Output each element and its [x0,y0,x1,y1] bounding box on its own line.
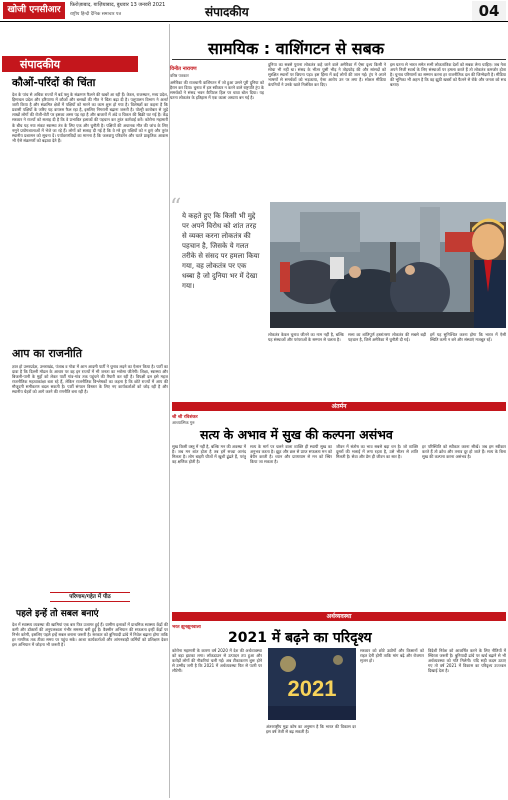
page-section-title: संपादकीय [205,5,249,19]
article2-col1: सुख किसी वस्तु में नहीं है, बल्कि मन की अवस्था में है। जब मन शांत होता है तब हमें सच्चा आनंद मिलता है। लोग बाहरी चीजों में खुशी ढूंढते हैं, परंतु वह क्षणिक होती है। [172,444,246,465]
article3-byline: भरत झुनझुनवाला [172,625,201,630]
main-body-col6: हमें यह सुनिश्चित करना होगा कि भारत में ऐसी स्थिति कभी न बने और संस्थाएं मजबूत रहें। [430,332,506,343]
editorial-headline: कौओं-परिंदों की चिंता [12,77,96,89]
page-number: 04 [472,1,506,21]
editorial-body: देश के पांच से अधिक राज्यों में बर्ड फ्लू के संक्रमण फैलने की खबरें आ रही हैं। केरल, राजस्थान, मध्य प्रदेश, हिमाचल प्रदेश और हरियाणा में कौओं और बत्तखों की मौत ने चिंता बढ़ा दी है। पशुपालन विभाग ने अलर्ट जारी किया है और संक्रमित क्षेत्रों में पक्षियों को मारने का काम शुरू हो गया है। विशेषज्ञों का कहना है कि प्रवासी पक्षियों के जरिए यह वायरस फैल रहा है, इसलिए निगरानी बढ़ाना जरूरी है। पोल्ट्री कारोबार से जुड़े लाखों लोगों की रोजी-रोटी पर इसका असर पड़ रहा है और बाजारों में अंडे व चिकन की बिक्री घट गई है। केंद्र सरकार ने राज्यों को सलाह दी है कि वे प्रभावित इलाकों की पहचान कर तुरंत कार्रवाई करें। कोरोना महामारी के बीच यह नया संकट स्वास्थ्य तंत्र के लिए एक और चुनौती है। पक्षियों की अचानक मौत की जांच के लिए नमूने प्रयोगशालाओं में भेजे जा रहे हैं। लोगों को सलाह दी गई है कि वे मरे हुए पक्षियों को न छुएं और तुरंत स्थानीय प्रशासन को सूचना दें। पर्यावरणविदों का मानना है कि जलवायु परिवर्तन और घटते प्राकृतिक आवास भी ऐसे संक्रमणों को बढ़ावा देते हैं। [12,92,168,143]
pull-quote-text: ये कहते हुए कि किसी भी मुद्दे पर अपने विरोध को शांत तरह से व्यक्त करना लोकतंत्र की पहचान है, जिसके ये गलत तरीके से संसद पर हमला किया गया, वह लोकतंत्र पर एक धब्बा है जो दुनिया भर में देखा गया। [182,212,260,290]
newspaper-logo: खोजी एनसीआर [3,2,65,19]
article2-col3: जीवन में संतोष का भाव सबसे बड़ा धन है। जो व्यक्ति दूसरों की भलाई में लगा रहता है, उसे भीतर से शांति मिलती है। सेवा और प्रेम ही जीवन का सार है। [336,444,418,460]
main-body-col4: लोकतंत्र केवल चुनाव जीतने का नाम नहीं है, बल्कि यह संस्थाओं और परंपराओं के सम्मान से चलता है। [268,332,344,343]
section3-body: देश में स्वास्थ्य व्यवस्था की खामियां एक बार फिर उजागर हुई हैं। ग्रामीण इलाकों में प्राथमिक स्वास्थ्य केंद्रों की कमी और डॉक्टरों की अनुपलब्धता गंभीर समस्या बनी हुई है। वैक्सीन अभियान की सफलता इन्हीं केंद्रों पर निर्भर करेगी, इसलिए पहले इन्हें सबल बनाना जरूरी है। सरकार को बुनियादी ढांचे में निवेश बढ़ाना होगा ताकि हर नागरिक तक टीका समय पर पहुंच सके। आशा कार्यकर्ताओं और आंगनबाड़ी कर्मियों को प्रशिक्षण देकर इस अभियान में जोड़ना भी जरूरी है। [12,622,168,648]
main-body-col2: दुनिया का सबसे पुराना लोकतंत्र कहे जाने वाले अमेरिका में ऐसा दृश्य किसी ने सोचा भी नहीं था। संसद के भीतर घुसी भीड़ ने तोड़फोड़ की और सांसदों को सुरक्षित स्थानों पर छिपना पड़ा। इस हिंसा में कई लोगों की जान गई। ट्रंप ने अपने भाषणों से समर्थकों को भड़काया, ऐसा आरोप उन पर लगा है। सोशल मीडिया कंपनियों ने उनके खाते निलंबित कर दिए। [268,62,386,88]
capitol-crowd-photo [270,202,506,328]
article3-col2: अंतरराष्ट्रीय मुद्रा कोष का अनुमान है कि भारत की विकास दर इस वर्ष तेजी से बढ़ सकती है। [266,724,356,735]
left-column [2,24,170,798]
crowd-photo-illustration [270,202,506,328]
edition-tagline: राष्ट्रीय हिन्दी दैनिक समाचार पत्र [70,12,121,17]
section-band-antarman: अंतर्मन [172,402,506,411]
article2-headline: सत्य के अभाव में सुख की कल्पना असंभव [200,427,393,442]
pull-quote [170,195,266,399]
main-byline: विनीत नारायण [170,66,197,72]
masthead [0,0,508,22]
main-byline-role: वरिष्ठ पत्रकार [170,73,189,78]
section2-headline: आप का राजनीति [12,347,83,360]
section2-body: ज्ञात हो उत्तरप्रदेश, उत्तराखंड, पंजाब व गोवा में आम आदमी पार्टी ने चुनाव लड़ने का ऐलान किया है। पार्टी का दावा है कि दिल्ली मॉडल के आधार पर वह इन राज्यों में भी जनता का भरोसा जीतेगी। शिक्षा, स्वास्थ्य और बिजली-पानी के मुद्दों को लेकर पार्टी गांव-गांव तक पहुंचने की तैयारी कर रही है। विपक्षी दल इसे महज राजनीतिक महत्वाकांक्षा बता रहे हैं, लेकिन राजनीतिक विश्लेषकों का कहना है कि छोटे राज्यों में आप की मौजूदगी समीकरण बदल सकती है। पार्टी संगठन विस्तार के लिए नए कार्यकर्ताओं को जोड़ रही है और स्थानीय चेहरों को आगे करने की रणनीति बना रही है। [12,364,168,395]
article3-col3: सरकार को छोटे उद्योगों और किसानों को राहत देनी होगी ताकि मांग बढ़े और रोजगार सृजन हो। [360,648,424,664]
main-body-col1: अमेरिका की राजधानी वाशिंगटन में जो हुआ उसने पूरी दुनिया को हैरान कर दिया। चुनाव में हार स्वीकार न करने वाले राष्ट्रपति ट्रंप के समर्थकों ने संसद भवन कैपिटल हिल पर धावा बोल दिया। यह घटना लोकतंत्र के इतिहास में एक काला अध्याय बन गई है। [170,80,264,101]
year-2021-image [268,648,356,720]
article2-byline: श्री श्री रविशंकर [172,415,198,420]
section-band-economy: अर्थव्यवस्था [172,612,506,621]
main-body-col5: सत्ता का शांतिपूर्ण हस्तांतरण लोकतंत्र की सबसे बड़ी पहचान है, जिसे अमेरिका में चुनौती दी गई। [348,332,426,343]
year-2021-text: 2021 [287,676,337,701]
section3-headline: पहले इन्हें तो सबल बनाएं [16,609,99,619]
edition-date: फ़िरोज़ाबाद, ग़ाज़ियाबाद, बुधवार 13 जनवरी 2021 [70,2,166,8]
article2-col4: हर परिस्थिति को स्वीकार करना सीखें। जब हम स्वीकार करते हैं तो क्रोध और तनाव दूर हो जाते हैं। सत्य के बिना सुख की कल्पना करना असंभव है। [422,444,506,460]
article3-headline: 2021 में बढ़ने का परिदृश्य [228,630,372,646]
main-body-col3: इस घटना से भारत समेत सभी लोकतांत्रिक देशों को सबक लेना चाहिए। जब नेता अपने निजी स्वार्थ के लिए संस्थाओं पर हमला करते हैं तो लोकतंत्र कमजोर होता है। चुनाव परिणामों का सम्मान करना हर राजनीतिक दल की जिम्मेदारी है। मीडिया की भूमिका भी अहम है कि वह झूठी खबरों को फैलने से रोके और जनता को सच बताए। [390,62,506,88]
quote-mark-icon: “ [170,195,182,220]
year-2021-graphic [268,648,356,720]
article2-col2: सत्य के मार्ग पर चलने वाला व्यक्ति ही स्थायी सुख का अनुभव करता है। झूठ और छल से प्राप्त सफलता मन को बेचैन करती है। ध्यान और प्राणायाम से मन को स्थिर किया जा सकता है। [250,444,332,465]
headline-divider [172,59,506,60]
main-headline: सामयिक : वाशिंगटन से सबक [208,39,384,58]
article3-col1: कोरोना महामारी के कारण वर्ष 2020 में देश की अर्थव्यवस्था को बड़ा झटका लगा। लॉकडाउन से उत्पादन ठप हुआ और करोड़ों लोगों की नौकरियां चली गईं। अब टीकाकरण शुरू होने से उम्मीद जगी है कि 2021 में अर्थव्यवस्था फिर से पटरी पर लौटेगी। [172,648,262,674]
editorial-label: संपादकीय [20,58,61,71]
article2-byline-role: आध्यात्मिक गुरु [172,420,195,425]
article3-col4: विदेशी निवेश को आकर्षित करने के लिए नीतियों में स्थिरता जरूरी है। बुनियादी ढांचे पर खर्च बढ़ाने से भी अर्थव्यवस्था को गति मिलेगी। यदि सही कदम उठाए गए तो वर्ष 2021 में विकास का परिदृश्य उज्ज्वल दिखाई देता है। [428,648,506,674]
section3-label: परिणाम/गहेत में पीठ [50,592,130,602]
